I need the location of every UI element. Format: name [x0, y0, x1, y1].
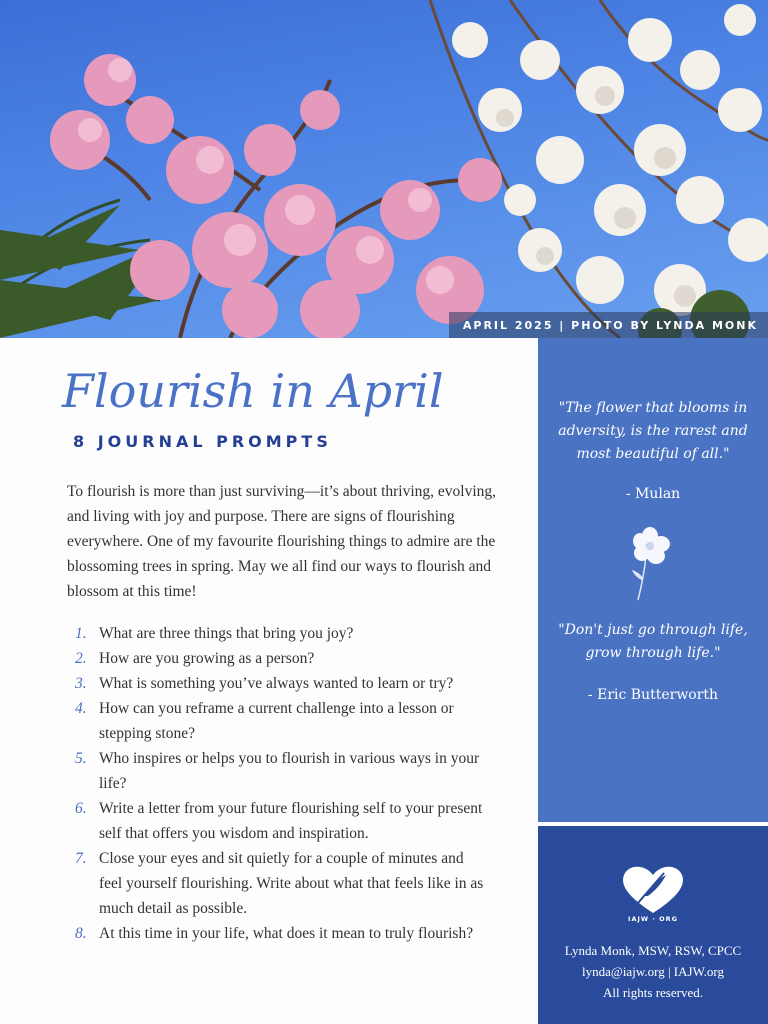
prompt-text: Who inspires or helps you to flourish in various ways in your life?: [99, 750, 480, 792]
quote-text: "The flower that blooms in adversity, is the rarest and most beautiful of all.": [558, 400, 748, 462]
footer-email-link[interactable]: lynda@iajw.org | IAJW.org: [581, 964, 725, 979]
prompt-number: 3.: [75, 675, 87, 692]
footer-author: Lynda Monk, MSW, RSW, CPCC: [564, 943, 742, 958]
footer: [538, 826, 768, 1024]
prompt-text: What is something you’ve always wanted to learn or try?: [99, 675, 454, 692]
prompt-number: 8.: [75, 925, 87, 942]
prompt-number: 7.: [75, 850, 87, 867]
quote-author: - Mulan: [625, 486, 681, 502]
prompt-text: How are you growing as a person?: [99, 650, 315, 667]
photo-caption: APRIL 2025 | PHOTO BY LYNDA MONK: [449, 312, 768, 338]
prompt-text: At this time in your life, what does it mean to truly flourish?: [99, 925, 474, 942]
logo-text: IAJW · ORG: [628, 915, 678, 923]
prompt-item: [67, 796, 487, 846]
page-title: Flourish in April: [62, 364, 444, 418]
prompt-item: [67, 671, 487, 696]
prompt-text: What are three things that bring you joy?: [99, 625, 354, 642]
heart-feather-logo-icon: [618, 863, 688, 915]
intro-paragraph: To flourish is more than just surviving—it’s about thriving, evolving, and living with joy and purpose. There are signs of flourishing everywhere. One of my favourite flourishing things to admire are the blossoming trees in spring. May we all find our ways to flourish and blossom at this time!: [67, 483, 497, 600]
flower-icon: [628, 526, 678, 602]
prompt-text: Close your eyes and sit quietly for a couple of minutes and feel yourself flourishing. Write about what that feels like in as much detail as possible.: [99, 850, 484, 917]
prompt-item: [67, 921, 487, 946]
prompt-text: How can you reframe a current challenge into a lesson or stepping stone?: [99, 700, 454, 742]
prompt-item: [67, 846, 487, 921]
main-content: [0, 338, 538, 1024]
footer-rights: All rights reserved.: [602, 985, 703, 1000]
page-subtitle: 8 JOURNAL PROMPTS: [73, 432, 332, 451]
prompt-number: 2.: [75, 650, 87, 667]
prompt-item: [67, 746, 487, 796]
blossom-trees-illustration: [0, 0, 768, 338]
prompt-number: 1.: [75, 625, 87, 642]
prompt-number: 6.: [75, 800, 87, 817]
prompt-item: [67, 696, 487, 746]
prompt-number: 4.: [75, 700, 87, 717]
quote-text: "Don't just go through life, grow through life.": [558, 622, 748, 661]
quote-author: - Eric Butterworth: [587, 687, 719, 703]
prompt-list: [67, 621, 487, 946]
prompt-item: [67, 621, 487, 646]
prompt-number: 5.: [75, 750, 87, 767]
hero-photo: [0, 0, 768, 338]
prompt-text: Write a letter from your future flourishing self to your present self that offers you wisdom and inspiration.: [99, 800, 483, 842]
prompt-item: [67, 646, 487, 671]
quote-panel: [538, 338, 768, 822]
footer-contact: [538, 940, 768, 1003]
